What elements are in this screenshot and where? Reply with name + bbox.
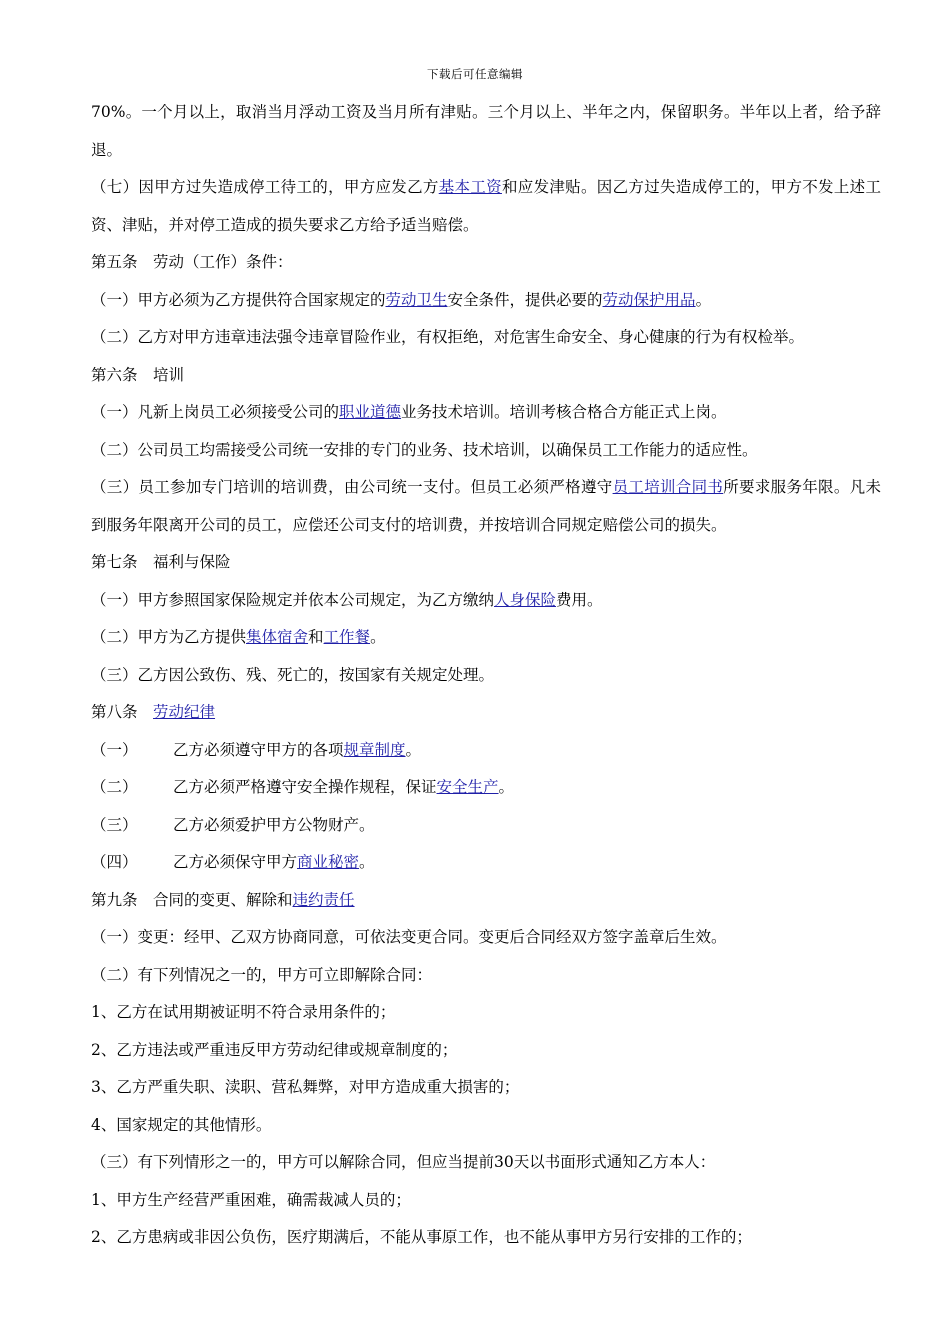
list-number: （一） <box>91 740 138 759</box>
paragraph-text: （二）甲方为乙方提供 <box>91 628 247 646</box>
paragraph <box>91 244 881 282</box>
hyperlink[interactable]: 员工培训合同书 <box>612 478 724 496</box>
paragraph-text: （二）乙方对甲方违章违法强令违章冒险作业，有权拒绝，对危害生命安全、身心健康的行为有权检举。 <box>91 328 805 346</box>
paragraph-text: 乙方必须遵守甲方的各项 <box>173 740 344 759</box>
paragraph-text: 和 <box>308 628 324 646</box>
paragraph <box>91 1032 881 1070</box>
paragraph-text: 第九条 合同的变更、解除和 <box>91 890 293 909</box>
paragraph-text: 费用。 <box>556 590 603 609</box>
paragraph <box>91 432 881 470</box>
paragraph <box>91 919 881 957</box>
paragraph-text: （三）员工参加专门培训的培训费，由公司统一支付。但员工必须严格遵守 <box>91 478 613 496</box>
paragraph-text: 4、国家规定的其他情形。 <box>91 1115 272 1134</box>
paragraph-text: 乙方必须爱护甲方公物财产。 <box>173 815 375 834</box>
paragraph <box>91 1107 881 1145</box>
paragraph-text: （七）因甲方过失造成停工待工的，甲方应发乙方 <box>91 178 439 196</box>
paragraph <box>91 394 881 432</box>
paragraph-text: 业务技术培训。培训考核合格合方能正式上岗。 <box>401 403 727 421</box>
paragraph-text: 2、乙方违法或严重违反甲方劳动纪律或规章制度的； <box>91 1040 458 1059</box>
paragraph <box>91 957 881 995</box>
list-number: （三） <box>91 815 138 834</box>
list-number: （四） <box>91 853 138 871</box>
paragraph <box>91 1219 881 1257</box>
paragraph <box>91 1144 881 1182</box>
document-body <box>91 94 881 1257</box>
hyperlink[interactable]: 劳动纪律 <box>153 703 216 721</box>
paragraph-text: 2、乙方患病或非因公负伤，医疗期满后，不能从事原工作，也不能从事甲方另行安排的工作的； <box>91 1228 752 1246</box>
paragraph-text: （三）乙方因公致伤、残、死亡的，按国家有关规定处理。 <box>91 665 495 684</box>
hyperlink[interactable]: 集体宿舍 <box>246 628 309 646</box>
paragraph-text: （二）公司员工均需接受公司统一安排的专门的业务、技术培训，以确保员工工作能力的适应性。 <box>91 440 758 459</box>
paragraph-text: 乙方必须保守甲方 <box>173 853 298 871</box>
paragraph-text: 第八条 <box>91 703 154 721</box>
paragraph <box>91 807 881 845</box>
paragraph-text: 安全条件，提供必要的 <box>447 290 603 309</box>
paragraph <box>91 544 881 582</box>
paragraph-text: 。 <box>359 853 375 871</box>
hyperlink[interactable]: 职业道德 <box>339 403 402 421</box>
paragraph-text: （一）变更：经甲、乙双方协商同意，可依法变更合同。变更后合同经双方签字盖章后生效。 <box>91 928 727 946</box>
paragraph-text: 。 <box>370 628 386 646</box>
paragraph <box>91 1182 881 1220</box>
paragraph-text: 和应发津贴。因乙方过失造成停工的，甲方不发上述工资、津贴，并对停工造成的损失要求乙方给予适当赔偿。 <box>91 178 881 234</box>
paragraph <box>91 282 881 320</box>
paragraph <box>91 994 881 1032</box>
hyperlink[interactable]: 劳动卫生 <box>385 290 448 309</box>
paragraph-text: 70%。一个月以上，取消当月浮动工资及当月所有津贴。三个月以上、半年之内，保留职务。半年以上者，给予辞退。 <box>91 103 881 159</box>
hyperlink[interactable]: 商业秘密 <box>297 853 360 871</box>
paragraph <box>91 694 881 732</box>
paragraph-text: 。 <box>405 740 422 759</box>
paragraph-text: （一）凡新上岗员工必须接受公司的 <box>91 403 340 421</box>
paragraph-text: （三）有下列情形之一的，甲方可以解除合同，但应当提前30天以书面形式通知乙方本人： <box>91 1153 716 1171</box>
paragraph <box>91 357 881 395</box>
list-number: （二） <box>91 778 138 796</box>
paragraph <box>91 94 881 169</box>
page-header: 下载后可任意编辑 <box>427 67 523 81</box>
paragraph-text: 。 <box>498 778 515 796</box>
paragraph <box>91 882 881 920</box>
paragraph-text: 1、甲方生产经营严重困难，确需裁减人员的； <box>91 1190 411 1209</box>
hyperlink[interactable]: 安全生产 <box>436 778 499 796</box>
paragraph-text: （一）甲方参照国家保险规定并依本公司规定，为乙方缴纳 <box>91 590 495 609</box>
paragraph <box>91 319 881 357</box>
paragraph-text: 3、乙方严重失职、渎职、营私舞弊，对甲方造成重大损害的； <box>91 1078 520 1096</box>
paragraph-text: 第七条 福利与保险 <box>91 553 231 571</box>
paragraph-text: 。 <box>695 290 712 309</box>
paragraph-text: 第五条 劳动（工作）条件： <box>91 253 293 271</box>
paragraph <box>91 1069 881 1107</box>
paragraph <box>91 582 881 620</box>
paragraph <box>91 769 881 807</box>
paragraph-text: （二）有下列情况之一的，甲方可立即解除合同： <box>91 965 433 984</box>
paragraph <box>91 657 881 695</box>
paragraph <box>91 169 881 244</box>
paragraph-text: （一）甲方必须为乙方提供符合国家规定的 <box>91 290 386 309</box>
hyperlink[interactable]: 劳动保护用品 <box>602 290 696 309</box>
paragraph-text: 乙方必须严格遵守安全操作规程，保证 <box>173 778 437 796</box>
hyperlink[interactable]: 人身保险 <box>494 590 557 609</box>
paragraph-text: 1、乙方在试用期被证明不符合录用条件的； <box>91 1003 396 1021</box>
hyperlink[interactable]: 基本工资 <box>438 178 502 196</box>
paragraph-text: 所要求服务年限。凡未到服务年限离开公司的员工，应偿还公司支付的培训费，并按培训合同规定赔偿公司的损失。 <box>91 478 881 534</box>
hyperlink[interactable]: 规章制度 <box>343 740 406 759</box>
hyperlink[interactable]: 违约责任 <box>292 890 355 909</box>
hyperlink[interactable]: 工作餐 <box>323 628 371 646</box>
paragraph-text: 第六条 培训 <box>91 365 185 384</box>
paragraph <box>91 619 881 657</box>
paragraph <box>91 732 881 770</box>
paragraph <box>91 844 881 882</box>
paragraph <box>91 469 881 544</box>
